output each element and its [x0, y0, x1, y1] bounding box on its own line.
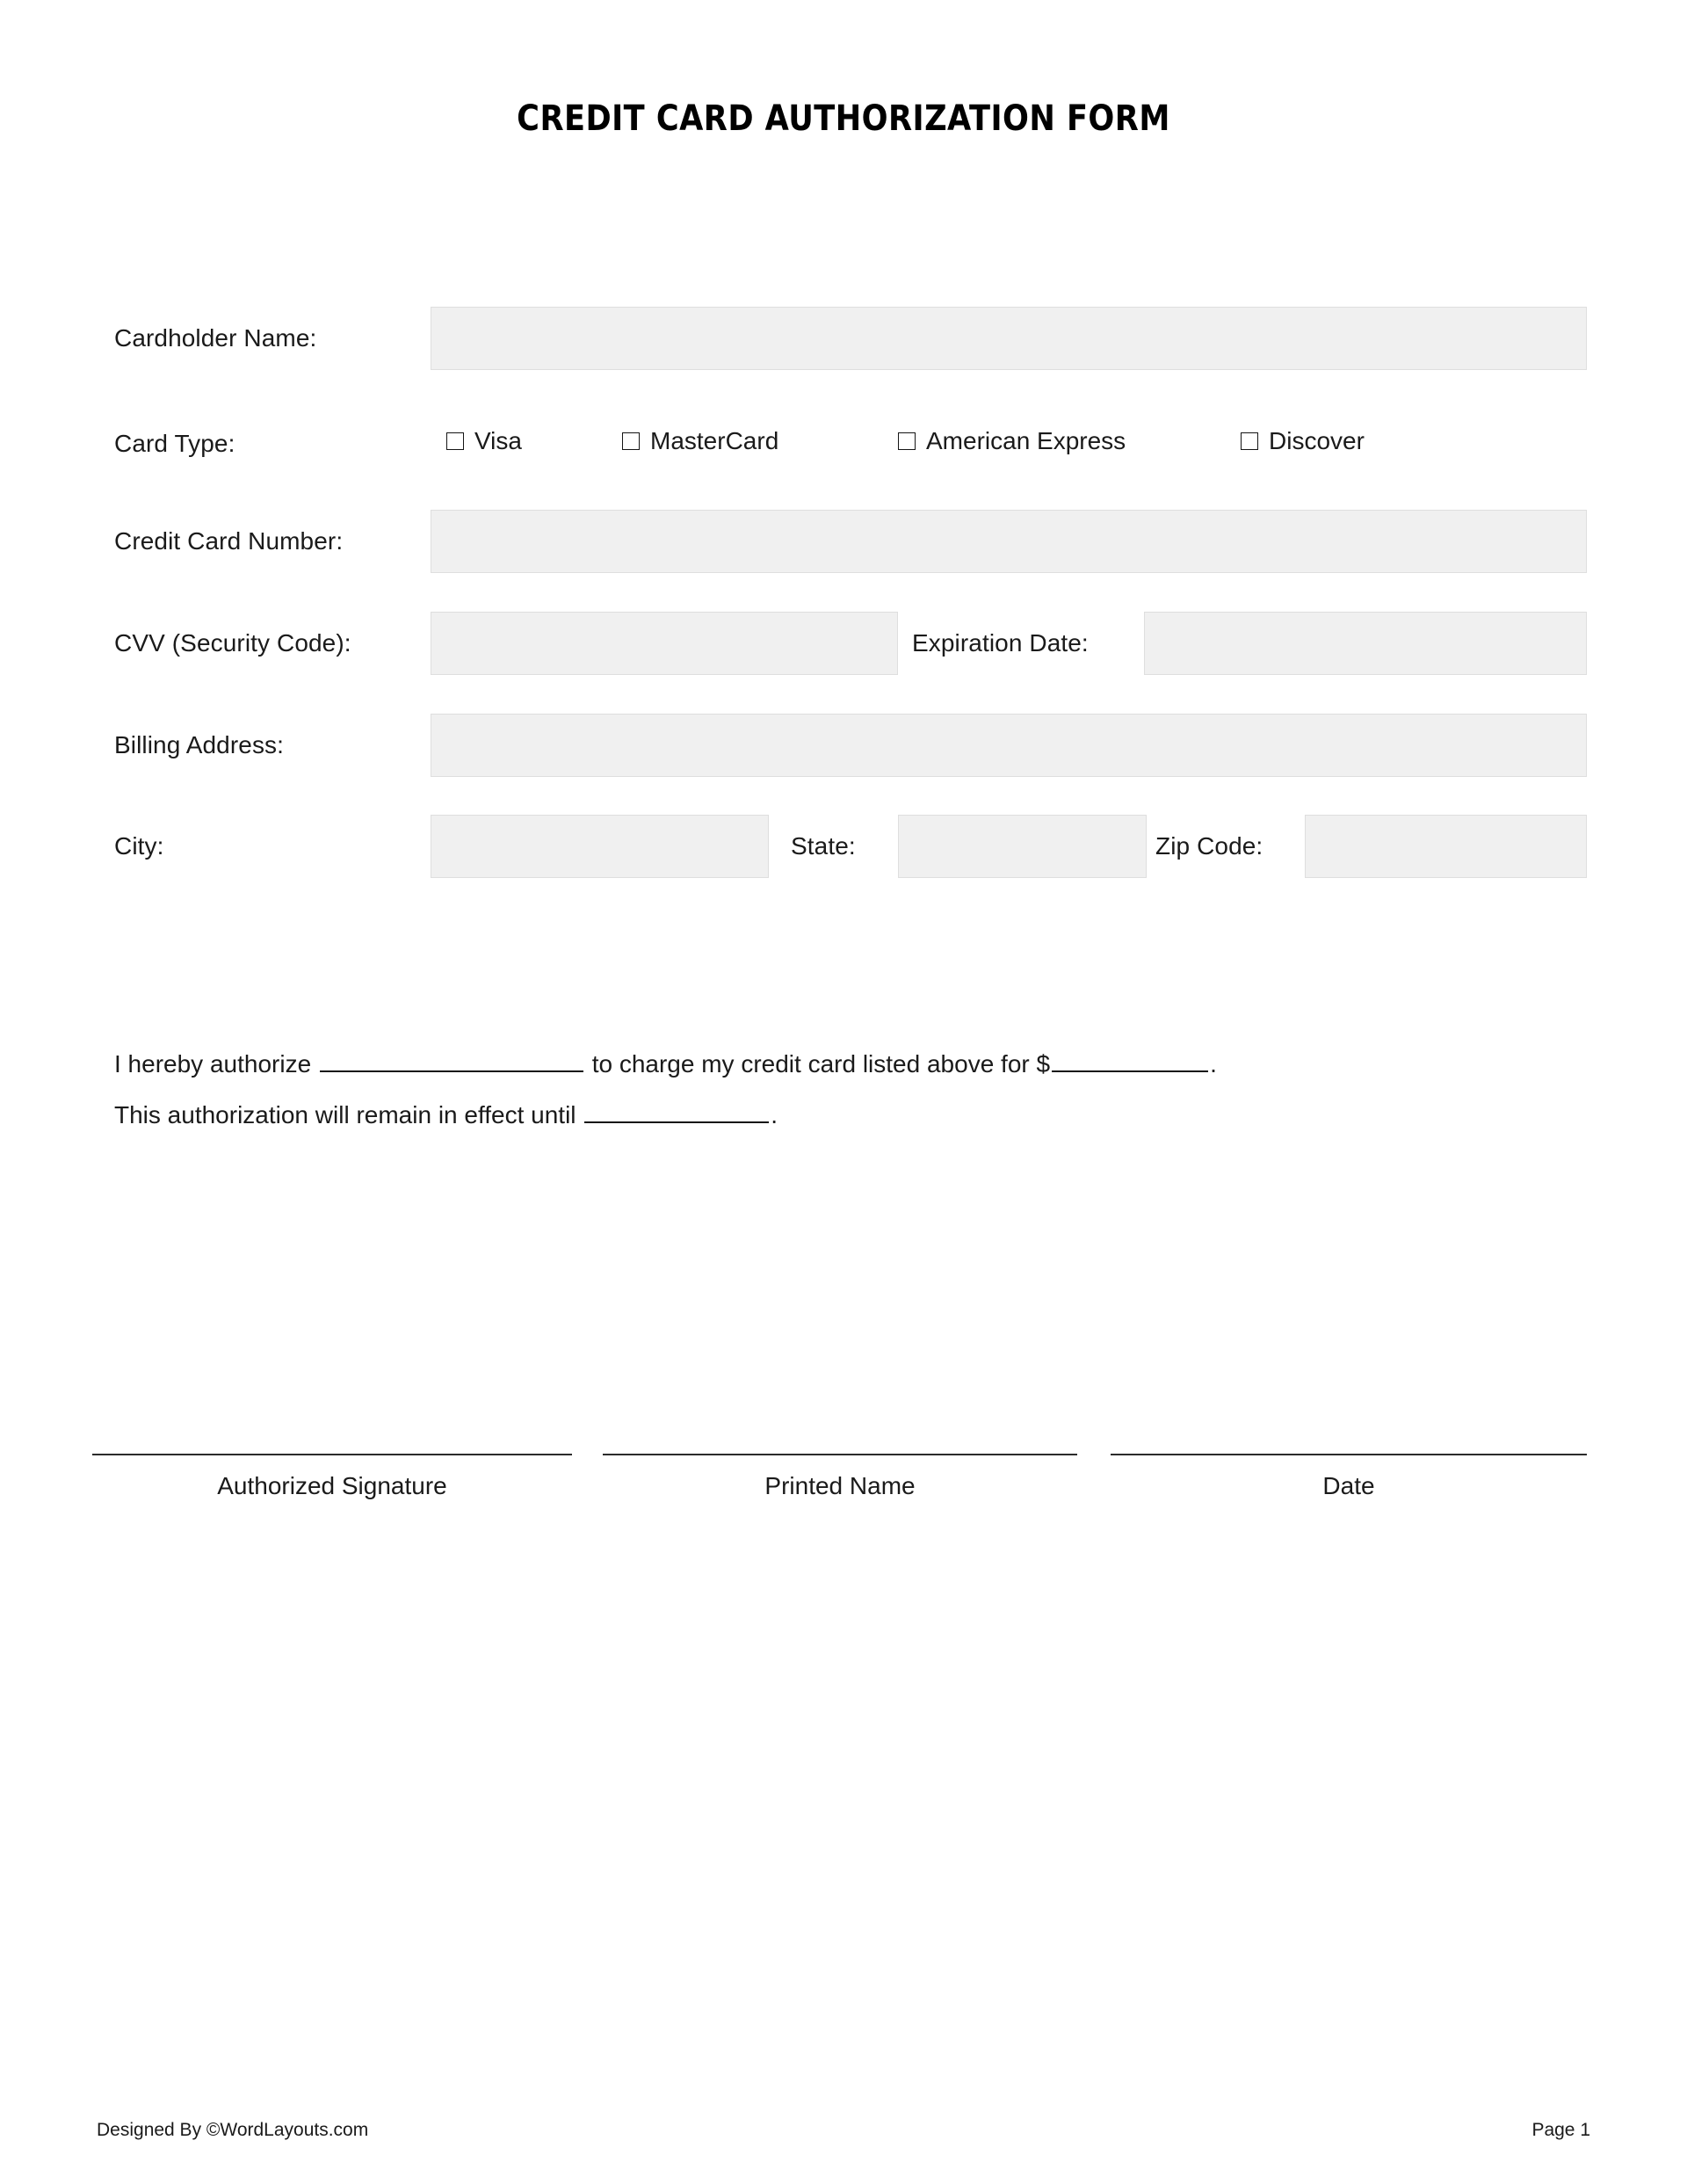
- authorization-line-2-prefix: This authorization will remain in effect until: [114, 1101, 576, 1128]
- checkbox-visa-icon[interactable]: [446, 432, 464, 450]
- date-caption: Date: [1322, 1472, 1375, 1499]
- page-title: CREDIT CARD AUTHORIZATION FORM: [517, 98, 1170, 139]
- printed-name-line[interactable]: [603, 1454, 1077, 1455]
- city-input[interactable]: [431, 815, 769, 878]
- authorization-line-2-suffix: .: [771, 1101, 778, 1128]
- cvv-label: CVV (Security Code):: [114, 629, 351, 657]
- state-label: State:: [791, 832, 856, 860]
- authorization-line-1-prefix: I hereby authorize: [114, 1050, 312, 1077]
- authorization-line-1-suffix: .: [1210, 1050, 1217, 1077]
- footer-page-number: Page 1: [1531, 2120, 1590, 2140]
- billing-address-label: Billing Address:: [114, 731, 285, 758]
- card-type-option-discover[interactable]: [1241, 427, 1365, 455]
- authorization-company-fill[interactable]: [320, 1051, 583, 1072]
- zip-code-input[interactable]: [1305, 815, 1587, 878]
- card-type-option-mastercard-label: MasterCard: [650, 427, 779, 454]
- expiration-date-label: Expiration Date:: [912, 629, 1089, 657]
- credit-card-number-input[interactable]: [431, 510, 1587, 573]
- cardholder-name-label: Cardholder Name:: [114, 324, 317, 352]
- checkbox-american-express-icon[interactable]: [898, 432, 916, 450]
- card-type-option-mastercard[interactable]: [622, 427, 778, 455]
- authorization-statement: [114, 1039, 1608, 1141]
- authorization-amount-fill[interactable]: [1052, 1051, 1208, 1072]
- city-label: City:: [114, 832, 164, 860]
- card-type-option-visa[interactable]: [446, 427, 522, 455]
- authorized-signature-line[interactable]: [92, 1454, 572, 1455]
- state-input[interactable]: [898, 815, 1147, 878]
- authorization-line-2: [114, 1090, 1608, 1141]
- authorization-until-fill[interactable]: [584, 1102, 769, 1123]
- expiration-date-input[interactable]: [1144, 612, 1587, 675]
- zip-code-label: Zip Code:: [1155, 832, 1263, 860]
- cvv-input[interactable]: [431, 612, 898, 675]
- authorization-line-1-middle: to charge my credit card listed above for $: [591, 1050, 1051, 1077]
- card-type-option-american-express-label: American Express: [926, 427, 1126, 454]
- authorized-signature-caption: Authorized Signature: [217, 1472, 447, 1499]
- checkbox-mastercard-icon[interactable]: [622, 432, 640, 450]
- card-type-label: Card Type:: [114, 430, 235, 457]
- date-line[interactable]: [1111, 1454, 1587, 1455]
- card-type-option-discover-label: Discover: [1269, 427, 1365, 454]
- cardholder-name-input[interactable]: [431, 307, 1587, 370]
- footer-designed-by: Designed By ©WordLayouts.com: [97, 2120, 369, 2140]
- credit-card-number-label: Credit Card Number:: [114, 527, 344, 555]
- printed-name-caption: Printed Name: [764, 1472, 916, 1499]
- card-type-option-american-express[interactable]: [898, 427, 1126, 455]
- billing-address-input[interactable]: [431, 714, 1587, 777]
- card-type-option-visa-label: Visa: [474, 427, 522, 454]
- authorization-line-1: [114, 1039, 1608, 1090]
- checkbox-discover-icon[interactable]: [1241, 432, 1258, 450]
